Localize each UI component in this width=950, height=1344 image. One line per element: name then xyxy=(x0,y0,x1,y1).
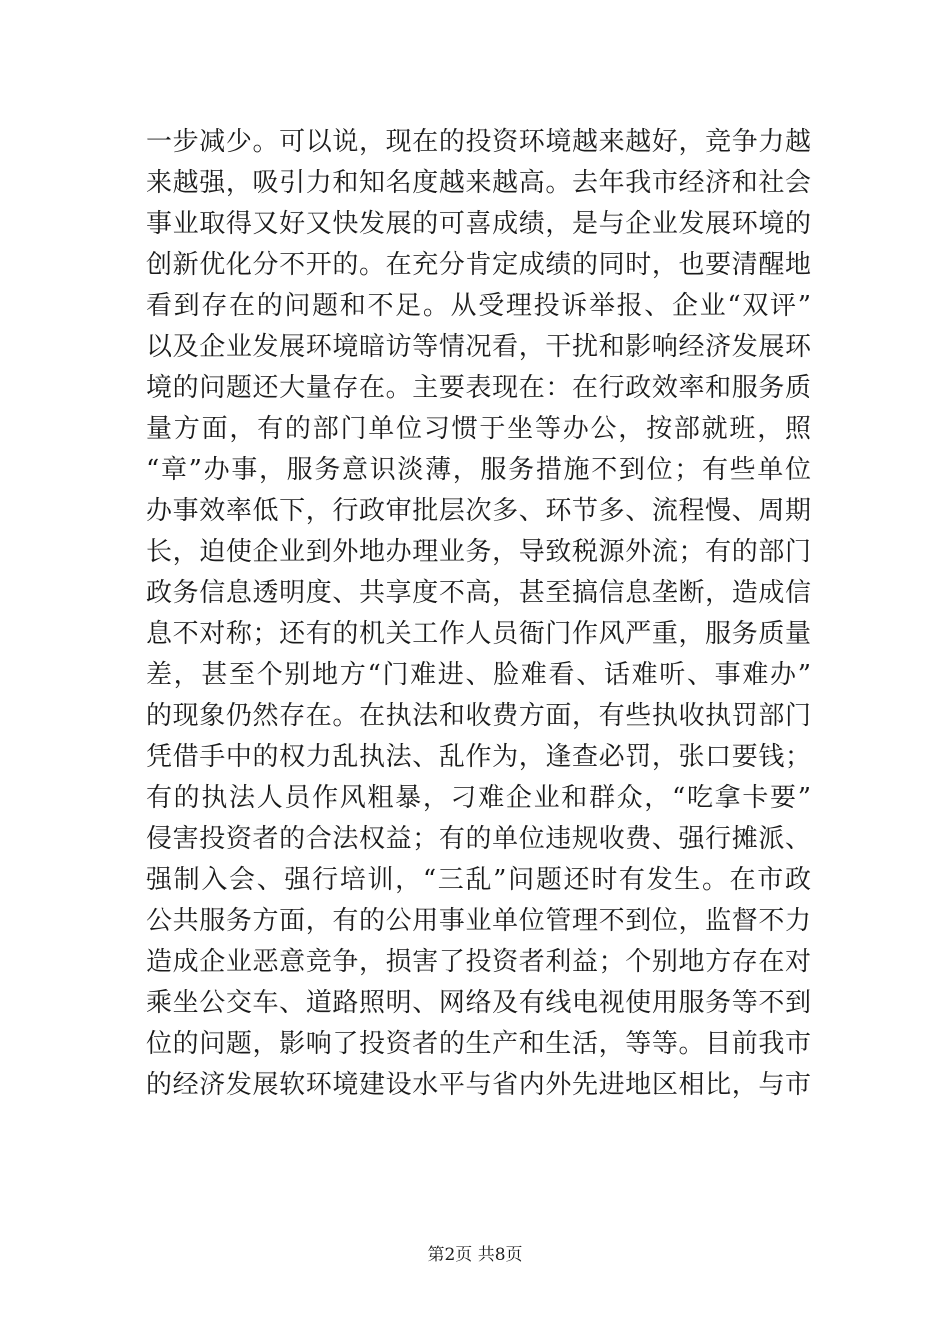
body-paragraph xyxy=(146,122,811,1106)
text-line: “章”办事，服务意识淡薄，服务措施不到位；有些单位 xyxy=(146,455,811,485)
text-line: 量方面，有的部门单位习惯于坐等办公，按部就班，照 xyxy=(146,414,811,444)
text-line: 来越强，吸引力和知名度越来越高。去年我市经济和社会 xyxy=(146,168,811,198)
page-number-footer: 第2页 共8页 xyxy=(427,1245,523,1265)
text-line: 事业取得又好又快发展的可喜成绩，是与企业发展环境的 xyxy=(146,209,811,239)
text-line: 差，甚至个别地方“门难进、脸难看、话难听、事难办” xyxy=(146,660,811,690)
text-line: 位的问题，影响了投资者的生产和生活，等等。目前我市 xyxy=(146,1029,811,1059)
text-line: 一步减少。可以说，现在的投资环境越来越好，竞争力越 xyxy=(146,127,811,157)
text-line: 造成企业恶意竞争，损害了投资者利益；个别地方存在对 xyxy=(146,947,811,977)
text-line: 有的执法人员作风粗暴，刁难企业和群众，“吃拿卡要” xyxy=(146,783,811,813)
text-line: 看到存在的问题和不足。从受理投诉举报、企业“双评” xyxy=(146,291,811,321)
text-line: 强制入会、强行培训，“三乱”问题还时有发生。在市政 xyxy=(146,865,811,895)
text-line: 凭借手中的权力乱执法、乱作为，逢查必罚，张口要钱； xyxy=(146,742,811,772)
text-line: 息不对称；还有的机关工作人员衙门作风严重，服务质量 xyxy=(146,619,811,649)
text-line: 侵害投资者的合法权益；有的单位违规收费、强行摊派、 xyxy=(146,824,811,854)
text-line: 政务信息透明度、共享度不高，甚至搞信息垄断，造成信 xyxy=(146,578,811,608)
text-line: 办事效率低下，行政审批层次多、环节多、流程慢、周期 xyxy=(146,496,811,526)
text-line: 创新优化分不开的。在充分肯定成绩的同时，也要清醒地 xyxy=(146,250,811,280)
text-line: 乘坐公交车、道路照明、网络及有线电视使用服务等不到 xyxy=(146,988,811,1018)
text-line: 境的问题还大量存在。主要表现在：在行政效率和服务质 xyxy=(146,373,811,403)
text-line: 的现象仍然存在。在执法和收费方面，有些执收执罚部门 xyxy=(146,701,811,731)
text-line: 的经济发展软环境建设水平与省内外先进地区相比，与市 xyxy=(146,1070,811,1100)
text-line: 公共服务方面，有的公用事业单位管理不到位，监督不力 xyxy=(146,906,811,936)
text-line: 以及企业发展环境暗访等情况看，干扰和影响经济发展环 xyxy=(146,332,811,362)
text-line: 长，迫使企业到外地办理业务，导致税源外流；有的部门 xyxy=(146,537,811,567)
